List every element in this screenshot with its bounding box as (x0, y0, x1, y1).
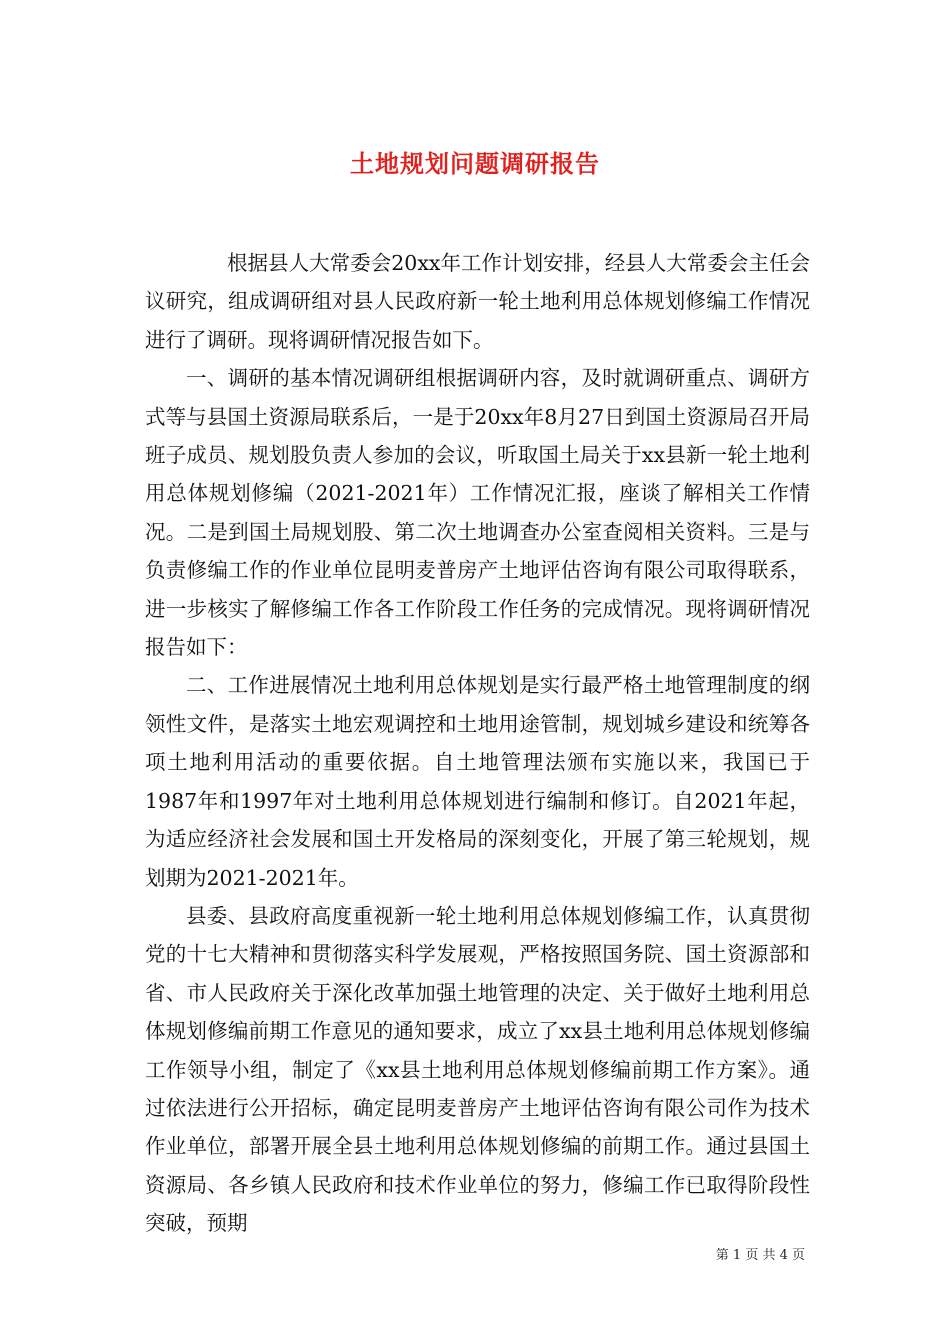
page-number: 第 1 页 共 4 页 (715, 1248, 805, 1263)
paragraph-intro: 根据县人大常委会20xx年工作计划安排，经县人大常委会主任会议研究，组成调研组对县人民政府新一轮土地利用总体规划修编工作情况进行了调研。现将调研情况报告如下。 (145, 251, 810, 352)
paragraph-section-2: 二、工作进展情况土地利用总体规划是实行最严格土地管理制度的纲领性文件，是落实土地宏观调控和土地用途管制，规划城乡建设和统筹各项土地利用活动的重要依据。自土地管理法颁布实施以来，我国已于1987年和1997年对土地利用总体规划进行编制和修订。自2021年起，为适应经济社会发展和国土开发格局的深刻变化，开展了第三轮规划，规划期为2021-2021年。 (145, 673, 810, 890)
paragraph-section-2-cont: 县委、县政府高度重视新一轮土地利用总体规划修编工作，认真贯彻党的十七大精神和贯彻落实科学发展观，严格按照国务院、国土资源部和省、市人民政府关于深化改革加强土地管理的决定、关于做好土地利用总体规划修编前期工作意见的通知要求，成立了xx县土地利用总体规划修编工作领导小组，制定了《xx县土地利用总体规划修编前期工作方案》。通过依法进行公开招标，确定昆明麦普房产土地评估咨询有限公司作为技术作业单位，部署开展全县土地利用总体规划修编的前期工作。通过县国土资源局、各乡镇人民政府和技术作业单位的努力，修编工作已取得阶段性突破，预期 (145, 903, 810, 1236)
paragraph-section-1: 一、调研的基本情况调研组根据调研内容，及时就调研重点、调研方式等与县国土资源局联系后，一是于20xx年8月27日到国土资源局召开局班子成员、规划股负责人参加的会议，听取国土局关于xx县新一轮土地利用总体规划修编（2021-2021年）工作情况汇报，座谈了解相关工作情况。二是到国土局规划股、第二次土地调查办公室查阅相关资料。三是与负责修编工作的作业单位昆明麦普房产土地评估咨询有限公司取得联系，进一步核实了解修编工作各工作阶段工作任务的完成情况。现将调研情况报告如下： (145, 366, 810, 660)
page-title: 土地规划问题调研报告 (350, 149, 600, 179)
document-body (145, 244, 810, 1243)
